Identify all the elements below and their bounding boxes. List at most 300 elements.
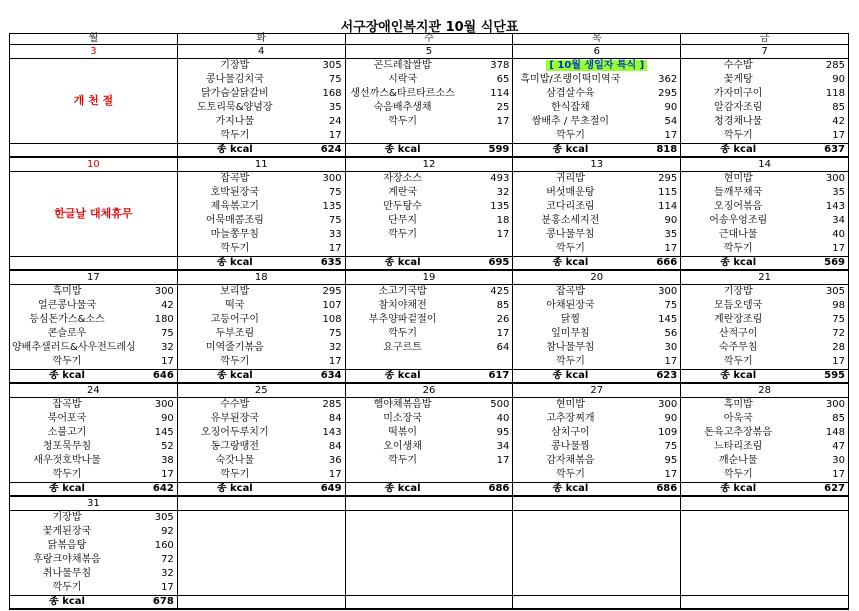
weekday-header: 금 [681,34,849,45]
total-kcal-label: 종 kcal [216,257,253,268]
menu-item-name: 숙주무침 [718,342,758,353]
menu-item-kcal: 84 [328,413,342,424]
menu-item-name: 한식잡채 [551,102,590,113]
menu-item-name: 보리밥 [220,286,250,297]
menu-item-kcal: 64 [496,342,510,353]
menu-item-name: 수수밥 [723,60,753,71]
menu-item-name: 참치야채전 [378,300,427,311]
menu-item-kcal: 35 [832,187,845,198]
menu-item-name: 깍두기 [52,582,82,593]
total-kcal-label: 종 kcal [384,144,421,155]
total-kcal-cell [177,370,345,384]
total-kcal-value: 695 [488,257,510,268]
total-kcal [513,483,680,495]
menu-item [10,398,177,412]
menu-item [513,313,680,327]
date-number: 24 [10,383,178,398]
menu-item-kcal: 295 [658,173,678,184]
total-kcal-value: 666 [656,257,678,268]
menu-item-name: 유부된장국 [210,413,259,424]
date-number: 21 [681,270,849,285]
total-kcal-value: 634 [320,370,342,381]
menu-item-kcal: 300 [658,286,678,297]
menu-item [346,398,513,412]
total-kcal-label: 종 kcal [720,144,757,155]
menu-items-row [10,59,849,144]
menu-items-row [10,172,849,257]
menu-item-name: 근대나물 [718,229,758,240]
menu-item [346,172,513,186]
menu-item-name: 햄야채볶음밥 [373,399,432,410]
menu-item-name: 숙갓나물 [215,455,255,466]
menu-item-kcal: 90 [161,413,174,424]
menu-item-kcal: 90 [664,413,678,424]
menu-item [681,214,848,228]
menu-item-kcal: 300 [658,399,678,410]
menu-item-kcal: 38 [161,455,174,466]
total-kcal-cell [681,257,849,271]
date-number: 13 [513,157,681,172]
menu-item-name: 잡곡밥 [52,399,82,410]
total-kcal [10,483,177,495]
menu-item-kcal: 75 [328,215,342,226]
menu-item-name: 청경채나물 [714,116,763,127]
menu-item [513,87,680,101]
menu-item [513,73,680,87]
menu-item-name: 자장소스 [383,173,422,184]
menu-item [178,285,345,299]
day-menu-cell [513,511,681,596]
menu-item-name: 가자미구이 [714,88,763,99]
total-kcal-value: 627 [824,483,845,494]
total-kcal [513,144,680,156]
menu-item-name: 현미밥 [723,173,753,184]
menu-item [346,200,513,214]
weekday-header: 목 [513,34,681,45]
total-kcal-row [10,257,849,271]
menu-item [10,426,177,440]
menu-item [681,468,848,482]
menu-item-name: 아욱국 [723,413,753,424]
menu-item [10,511,177,525]
total-kcal-label: 종 kcal [384,370,421,381]
menu-item [513,426,680,440]
menu-item [681,398,848,412]
menu-item-kcal: 65 [496,74,510,85]
menu-item-name: 수수밥 [220,399,250,410]
menu-item-name: 깍두기 [555,130,585,141]
total-kcal-label: 종 kcal [384,257,421,268]
menu-item-kcal: 17 [161,469,174,480]
total-kcal-value: 686 [656,483,678,494]
menu-item-kcal: 34 [496,441,510,452]
menu-item [178,341,345,355]
menu-item [10,355,177,369]
total-kcal [178,144,345,156]
menu-item-kcal: 108 [322,314,342,325]
special-meal-banner [513,59,680,73]
menu-item-kcal: 75 [664,300,678,311]
menu-item-name: 제육볶고기 [210,201,259,212]
total-kcal-value: 635 [320,257,342,268]
menu-item-name: 닭가슴살닭갈비 [200,88,269,99]
day-menu-cell [177,172,345,257]
total-kcal-cell [513,257,681,271]
menu-item [681,228,848,242]
menu-item-name: 깍두기 [220,130,250,141]
menu-item [178,398,345,412]
menu-item-kcal: 40 [832,229,845,240]
menu-item-name: 깍두기 [723,130,753,141]
menu-item [10,539,177,553]
menu-item-kcal: 32 [328,342,342,353]
menu-item-kcal: 75 [161,328,174,339]
total-kcal [513,257,680,269]
menu-item-kcal: 75 [328,328,342,339]
date-number [177,496,345,511]
menu-item-kcal: 362 [658,74,678,85]
total-kcal-label: 종 kcal [720,257,757,268]
menu-item-name: 모듬오뎅국 [714,300,763,311]
menu-item [178,412,345,426]
menu-item-kcal: 378 [490,60,510,71]
total-kcal-cell [681,370,849,384]
weekday-header: 수 [345,34,513,45]
menu-item [346,228,513,242]
total-kcal-cell [177,144,345,158]
day-menu-cell [513,285,681,370]
total-kcal [346,257,513,269]
menu-item-kcal: 135 [322,201,342,212]
date-number: 11 [177,157,345,172]
menu-item-name: 숙음배추생채 [373,102,432,113]
menu-item [178,313,345,327]
menu-item-kcal: 17 [664,130,678,141]
menu-item [513,454,680,468]
total-kcal-label: 종 kcal [49,370,85,381]
menu-item [178,228,345,242]
menu-item-name: 후랑크야채볶음 [33,554,101,565]
menu-item [346,440,513,454]
menu-item [178,129,345,143]
menu-item-kcal: 17 [161,582,174,593]
menu-item-kcal: 115 [658,187,678,198]
menu-item-name: 깍두기 [388,455,418,466]
date-number [345,496,513,511]
total-kcal-cell [681,596,849,610]
day-menu-cell [513,59,681,144]
holiday-label: 개 천 절 [73,94,114,107]
menu-item-kcal: 143 [825,201,845,212]
menu-item-kcal: 17 [328,356,342,367]
menu-item-name: 만두탕수 [383,201,422,212]
menu-item [346,426,513,440]
total-kcal-value: 686 [488,483,510,494]
menu-item-name: 깍두기 [52,469,82,480]
menu-items-row [10,285,849,370]
total-kcal-label: 종 kcal [216,483,253,494]
menu-item-kcal: 148 [825,427,845,438]
menu-item-name: 두부조림 [215,328,255,339]
date-number: 7 [681,45,849,59]
menu-item-name: 돈육고추장볶음 [704,427,772,438]
day-menu-cell [177,398,345,483]
menu-item-name: 오징어볶음 [714,201,763,212]
menu-item-name: 콘슬로우 [47,328,87,339]
menu-item-name: 북어포국 [47,413,87,424]
menu-item-name: 등심돈가스&소스 [29,314,105,325]
menu-item-name: 어송우엉조림 [709,215,768,226]
date-number: 20 [513,270,681,285]
menu-item-kcal: 145 [658,314,678,325]
menu-item-kcal: 17 [496,328,510,339]
total-kcal-label: 종 kcal [216,144,253,155]
menu-item-kcal: 28 [832,342,845,353]
menu-item-name: 고추장찌개 [546,413,595,424]
menu-item-name: 콩나물무침 [546,229,595,240]
menu-item-name: 새우젓호박나물 [33,455,101,466]
total-kcal-label: 종 kcal [49,483,85,494]
total-kcal [681,257,848,269]
total-kcal-cell [10,144,178,158]
menu-item-name: 깨순나물 [718,455,758,466]
total-kcal-label: 종 kcal [216,370,253,381]
total-kcal-cell [681,483,849,497]
menu-item [513,172,680,186]
day-menu-cell [345,172,513,257]
date-number: 10 [10,157,178,172]
menu-item-kcal: 34 [832,215,845,226]
menu-item-name: 미소장국 [383,413,422,424]
menu-item-kcal: 75 [664,441,678,452]
menu-item-kcal: 300 [322,173,342,184]
menu-item-name: 마늘쫑무침 [210,229,259,240]
menu-item-kcal: 75 [328,74,342,85]
menu-item-name: 삼겹살수육 [546,88,595,99]
total-kcal-value: 569 [824,257,845,268]
menu-item-kcal: 32 [161,568,174,579]
menu-item-name: 호박된장국 [210,187,259,198]
menu-item-name: 깍두기 [388,229,418,240]
menu-item-kcal: 24 [328,116,342,127]
menu-item [10,285,177,299]
menu-item-name: 소불고기 [47,427,87,438]
menu-item-kcal: 300 [825,399,845,410]
menu-item-name: 기장밥 [220,60,250,71]
menu-item [178,87,345,101]
total-kcal [681,483,848,495]
total-kcal-cell [10,596,178,610]
menu-item-kcal: 300 [154,399,174,410]
menu-item-kcal: 95 [496,427,510,438]
total-kcal-cell [10,370,178,384]
day-menu-cell [345,59,513,144]
menu-item [681,454,848,468]
menu-item [178,73,345,87]
special-meal-label: [ 10월 생일자 특식 ] [546,60,647,71]
menu-item [178,468,345,482]
menu-item-kcal: 114 [658,201,678,212]
total-kcal-label: 종 kcal [552,370,589,381]
menu-item [513,285,680,299]
total-kcal-cell [345,483,513,497]
menu-item-name: 도토리묵&양념장 [197,102,273,113]
menu-item-kcal: 35 [328,102,342,113]
menu-item-name: 요구르트 [383,342,422,353]
menu-item [346,59,513,73]
menu-item-kcal: 295 [322,286,342,297]
menu-item-kcal: 305 [825,286,845,297]
menu-item-name: 콩나물찜 [551,441,590,452]
menu-item-name: 기장밥 [723,286,753,297]
menu-item-kcal: 17 [664,469,678,480]
menu-item-name: 단무지 [388,215,418,226]
menu-item-kcal: 85 [832,413,845,424]
day-menu-cell [345,285,513,370]
menu-item [681,412,848,426]
menu-item [513,355,680,369]
menu-item [10,567,177,581]
date-number: 28 [681,383,849,398]
menu-item-name: 느타리조림 [714,441,763,452]
menu-item [178,59,345,73]
menu-item-name: 깍두기 [220,356,250,367]
menu-item [346,285,513,299]
total-kcal-label: 종 kcal [49,596,85,607]
menu-item-kcal: 305 [322,60,342,71]
menu-item [681,242,848,256]
menu-item [178,440,345,454]
menu-item-name: 깍두기 [388,116,418,127]
menu-item-name: 콩나물김치국 [205,74,264,85]
menu-item-kcal: 72 [832,328,845,339]
menu-item [346,454,513,468]
menu-item-name: 깍두기 [723,243,753,254]
total-kcal-cell [345,257,513,271]
menu-item [178,200,345,214]
menu-item-kcal: 17 [832,469,845,480]
menu-item-kcal: 30 [832,455,845,466]
total-kcal [346,370,513,382]
menu-item [681,186,848,200]
date-number: 18 [177,270,345,285]
menu-item-name: 계란국 [388,187,418,198]
menu-item-name: 미역줄기볶음 [205,342,264,353]
menu-item [10,468,177,482]
menu-item-name: 어묵매콤조림 [205,215,264,226]
menu-item [681,327,848,341]
menu-item-kcal: 107 [322,300,342,311]
menu-item [681,355,848,369]
total-kcal-value: 623 [656,370,678,381]
menu-item-kcal: 85 [832,102,845,113]
menu-item-name: 감자채볶음 [546,455,595,466]
menu-item-kcal: 26 [496,314,510,325]
menu-item-kcal: 285 [825,60,845,71]
date-number: 6 [513,45,681,59]
menu-item-kcal: 36 [328,455,342,466]
menu-item [346,412,513,426]
menu-item [681,285,848,299]
menu-item-name: 고등어구이 [210,314,259,325]
total-kcal [681,144,848,156]
menu-item-name: 닭찜 [560,314,581,325]
menu-item-kcal: 300 [154,286,174,297]
day-menu-cell [345,398,513,483]
menu-item-name: 부추양파겉절이 [368,314,437,325]
total-kcal-value: 624 [320,144,342,155]
menu-item-name: 코다리조림 [546,201,595,212]
menu-item [10,313,177,327]
menu-item [346,87,513,101]
menu-item [346,214,513,228]
date-number: 19 [345,270,513,285]
menu-item-kcal: 30 [664,342,678,353]
menu-item [10,412,177,426]
menu-item-kcal: 17 [664,243,678,254]
total-kcal-row [10,596,849,610]
menu-item [346,101,513,115]
total-kcal-cell [513,144,681,158]
date-number: 12 [345,157,513,172]
date-row [10,157,849,172]
date-number: 5 [345,45,513,59]
menu-item-kcal: 168 [322,88,342,99]
menu-item [681,426,848,440]
menu-item-kcal: 40 [496,413,510,424]
page-title: 서구장애인복지관 10월 식단표 [340,20,519,35]
day-menu-cell [345,511,513,596]
menu-items-row [10,398,849,483]
date-number: 17 [10,270,178,285]
total-kcal-cell [177,257,345,271]
day-menu-cell [10,285,178,370]
menu-item-kcal: 114 [490,88,510,99]
menu-item-name: 깍두기 [52,356,82,367]
total-kcal [178,370,345,382]
date-row [10,45,849,59]
total-kcal [346,144,513,156]
total-kcal-cell [513,483,681,497]
total-kcal-cell [513,596,681,610]
day-menu-cell [10,511,178,596]
menu-item [681,115,848,129]
menu-item [346,186,513,200]
menu-item-kcal: 143 [322,427,342,438]
menu-item [513,327,680,341]
menu-item [513,242,680,256]
menu-items-row [10,511,849,596]
menu-item [513,412,680,426]
menu-item [10,299,177,313]
total-kcal-cell [177,596,345,610]
menu-item-name: 오이생채 [383,441,422,452]
date-number: 14 [681,157,849,172]
total-kcal-label: 종 kcal [720,370,757,381]
total-kcal-cell [513,370,681,384]
total-kcal-row [10,370,849,384]
menu-item-kcal: 300 [825,173,845,184]
menu-item [681,313,848,327]
menu-item-name: 떡국 [225,300,245,311]
date-number: 25 [177,383,345,398]
menu-item-name: 얼큰콩나물국 [38,300,96,311]
menu-item [513,186,680,200]
total-kcal [178,483,345,495]
menu-item [681,129,848,143]
menu-item-name: 흑미밥 [52,286,82,297]
menu-item [513,440,680,454]
